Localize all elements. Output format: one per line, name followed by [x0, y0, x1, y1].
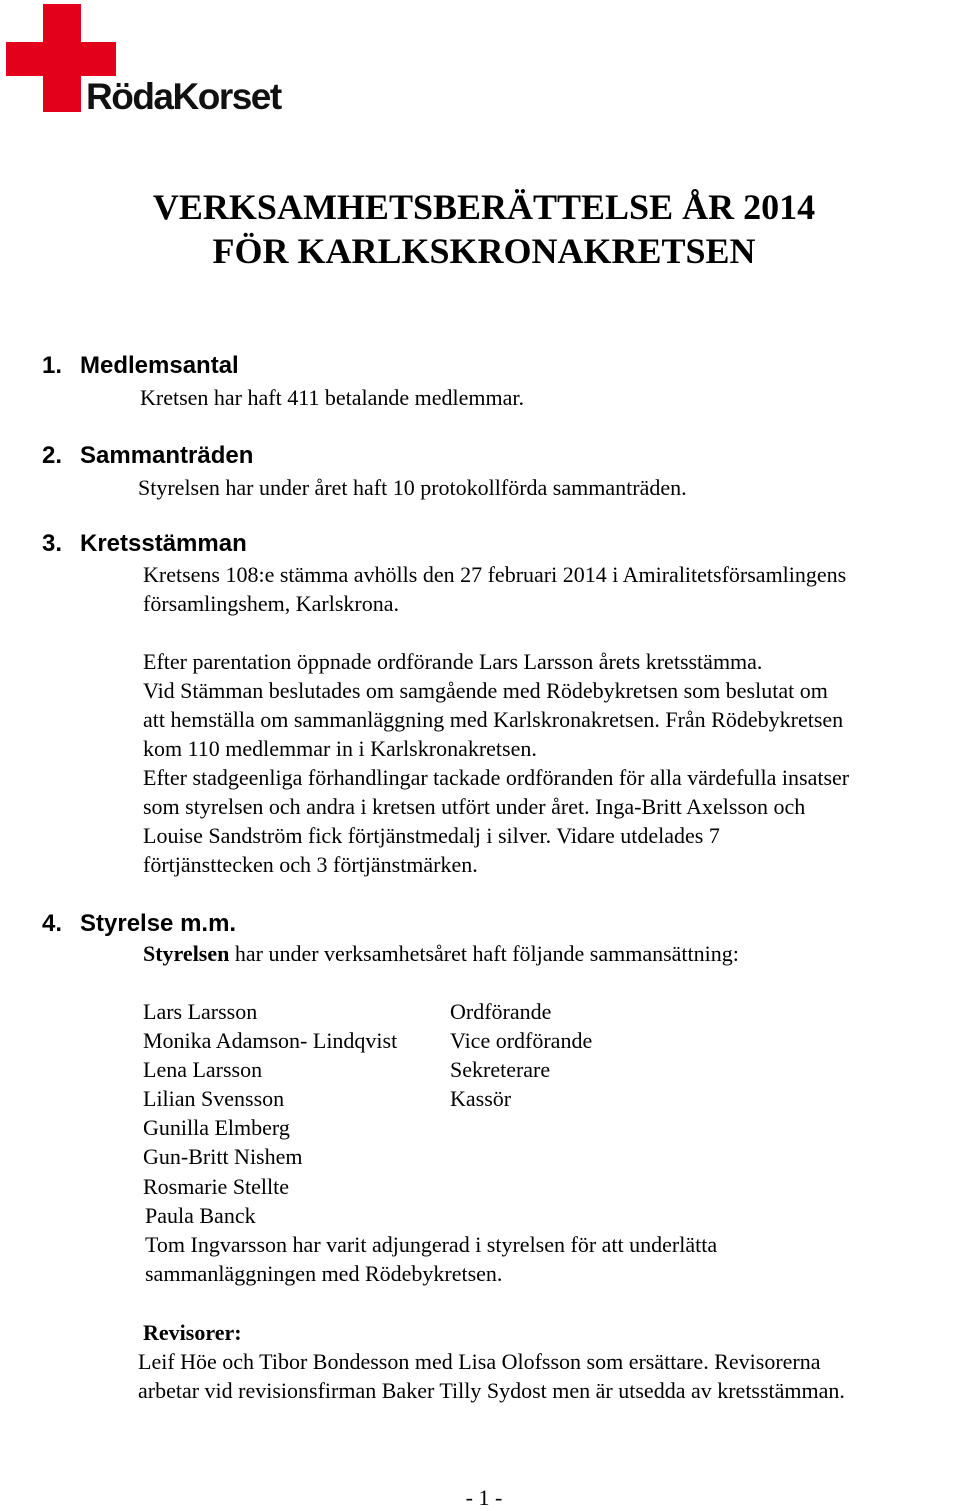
- paragraph-line: Efter parentation öppnade ordförande Lars Larsson årets kretsstämma.: [143, 649, 763, 674]
- auditors-line: Leif Höe och Tibor Bondesson med Lisa Olofsson som ersättare. Revisorerna: [138, 1349, 821, 1374]
- member-name: Rosmarie Stellte: [143, 1174, 290, 1199]
- auditors-line: arbetar vid revisionsfirman Baker Tilly Sydost men är utsedda av kretsstämman.: [138, 1378, 845, 1403]
- adjunct-note-line: Tom Ingvarsson har varit adjungerad i styrelsen för att underlätta: [145, 1232, 718, 1257]
- auditors-heading: Revisorer:: [143, 1320, 242, 1345]
- roda-korset-logo: [6, 4, 296, 116]
- section-title: Kretsstämman: [80, 530, 247, 557]
- paragraph-line: förtjänsttecken och 3 förtjänstmärken.: [143, 852, 478, 877]
- member-name: Lilian Svensson: [143, 1086, 285, 1111]
- section-heading-medlemsantal: [42, 352, 239, 380]
- paragraph-line: som styrelsen och andra i kretsen utfört under året. Inga-Britt Axelsson och: [143, 794, 806, 819]
- paragraph-line: församlingshem, Karlskrona.: [143, 591, 399, 616]
- member-name: Gunilla Elmberg: [143, 1115, 290, 1140]
- page-number: - 1 -: [465, 1485, 503, 1510]
- red-cross-icon-bar: [6, 42, 116, 76]
- section-title: Sammanträden: [80, 442, 254, 469]
- member-name: Monika Adamson- Lindqvist: [143, 1028, 398, 1053]
- paragraph-line: Louise Sandström fick förtjänstmedalj i silver. Vidare utdelades 7: [143, 823, 720, 848]
- member-role: Ordförande: [450, 999, 552, 1024]
- section-text: Kretsen har haft 411 betalande medlemmar.: [140, 385, 525, 410]
- paragraph-line: Kretsens 108:e stämma avhölls den 27 februari 2014 i Amiralitetsförsamlingens: [143, 562, 847, 587]
- section-heading-kretsstamman: [42, 530, 247, 558]
- logo-wordmark: RödaKorset: [86, 76, 281, 117]
- member-role: Vice ordförande: [450, 1028, 593, 1053]
- member-name: Lars Larsson: [143, 999, 258, 1024]
- board-intro: [143, 941, 739, 967]
- member-name: Gun-Britt Nishem: [143, 1144, 303, 1169]
- section-title: Styrelse m.m.: [80, 910, 237, 937]
- paragraph-line: Efter stadgeenliga förhandlingar tackade ordföranden för alla värdefulla insatser: [143, 765, 850, 790]
- member-name: Paula Banck: [145, 1203, 256, 1228]
- paragraph-line: kom 110 medlemmar in i Karlskronakretsen.: [143, 736, 537, 761]
- section-number: 1.: [42, 352, 63, 379]
- section-number: 2.: [42, 442, 63, 469]
- document-title-line1: VERKSAMHETSBERÄTTELSE ÅR 2014: [152, 187, 816, 227]
- member-name: Lena Larsson: [143, 1057, 263, 1082]
- section-heading-sammantraden: [42, 442, 253, 470]
- member-role: Kassör: [450, 1086, 512, 1111]
- section-number: 3.: [42, 530, 63, 557]
- section-title: Medlemsantal: [80, 352, 239, 379]
- adjunct-note-line: sammanläggningen med Rödebykretsen.: [145, 1261, 503, 1286]
- section-text: Styrelsen har under året haft 10 protokollförda sammanträden.: [138, 475, 687, 500]
- section-number: 4.: [42, 910, 63, 937]
- board-intro-rest: har under verksamhetsåret haft följande sammansättning:: [229, 941, 739, 966]
- board-intro-bold: Styrelsen: [143, 941, 230, 966]
- paragraph-line: Vid Stämman beslutades om samgående med Rödebykretsen som beslutat om: [143, 678, 828, 703]
- paragraph-line: att hemställa om sammanläggning med Karlskronakretsen. Från Rödebykretsen: [143, 707, 844, 732]
- member-role: Sekreterare: [450, 1057, 551, 1082]
- document-title-line2: FÖR KARLKSKRONAKRETSEN: [212, 231, 756, 271]
- section-heading-styrelse: [42, 910, 236, 938]
